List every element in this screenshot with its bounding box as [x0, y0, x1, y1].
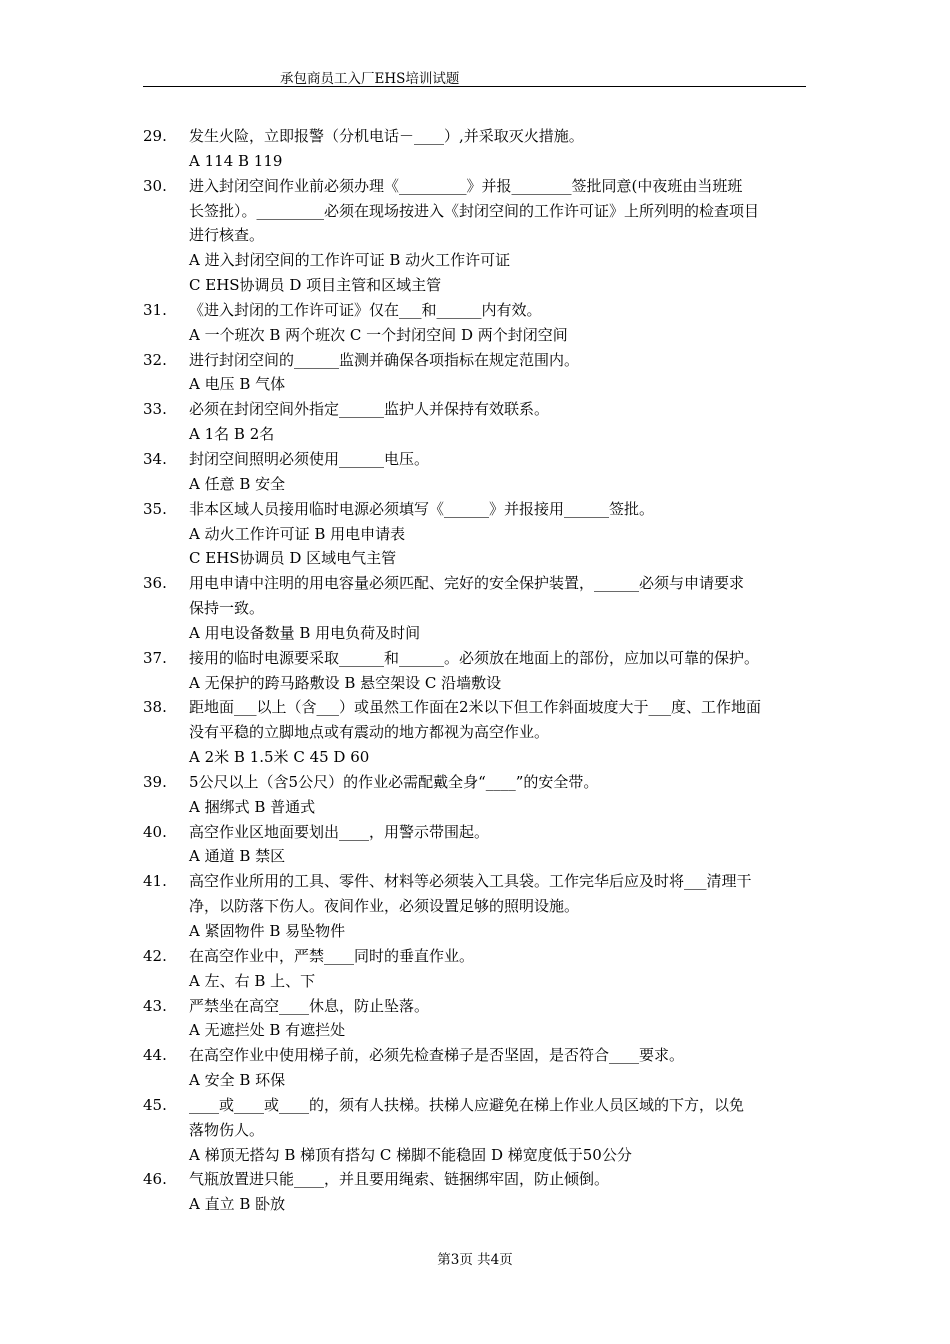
- question-continuation-line: [0, 720, 950, 745]
- question-line: [0, 348, 950, 373]
- question-text: 5公尺以上（含5公尺）的作业必需配戴全身“____”的安全带。: [189, 772, 599, 791]
- question-continuation-line: [0, 422, 950, 447]
- question-text: A 直立 B 卧放: [189, 1195, 286, 1214]
- question-number: 46.: [143, 1170, 167, 1189]
- question-text: 严禁坐在高空____休息，防止坠落。: [189, 996, 430, 1015]
- question-continuation-line: [0, 969, 950, 994]
- question-number: 32.: [143, 350, 167, 369]
- question-text: 距地面___以上（含___）或虽然工作面在2米以下但工作斜面坡度大于___度、工作地面: [189, 698, 762, 717]
- question-continuation-line: [0, 844, 950, 869]
- question-number: 41.: [143, 872, 167, 891]
- question-line: [0, 571, 950, 596]
- question-text: A 安全 B 环保: [189, 1071, 286, 1090]
- question-continuation-line: [0, 745, 950, 770]
- question-text: A 2米 B 1.5米 C 45 D 60: [189, 748, 370, 767]
- question-text: 非本区域人员接用临时电源必须填写《______》并报接用______签批。: [189, 499, 655, 518]
- question-line: [0, 869, 950, 894]
- question-text: A 无遮拦处 B 有遮拦处: [189, 1021, 346, 1040]
- question-continuation-line: [0, 199, 950, 224]
- question-list: [0, 124, 950, 1217]
- question-number: 37.: [143, 648, 167, 667]
- question-line: [0, 944, 950, 969]
- question-text: A 动火工作许可证 B 用电申请表: [189, 524, 406, 543]
- question-number: 29.: [143, 127, 167, 145]
- question-number: 45.: [143, 1095, 167, 1114]
- question-text: A 一个班次 B 两个班次 C 一个封闭空间 D 两个封闭空间: [189, 325, 568, 344]
- question-text: 落物伤人。: [189, 1120, 265, 1139]
- question-continuation-line: [0, 919, 950, 944]
- question-text: 高空作业区地面要划出____，用警示带围起。: [189, 822, 490, 841]
- question-continuation-line: [0, 323, 950, 348]
- question-text: A 紧固物件 B 易坠物件: [189, 922, 346, 940]
- question-continuation-line: [0, 472, 950, 497]
- question-continuation-line: [0, 522, 950, 547]
- question-continuation-line: [0, 1143, 950, 1168]
- question-text: 发生火险，立即报警（分机电话－____）,并采取灭火措施。: [189, 127, 584, 145]
- question-text: A 无保护的跨马路敷设 B 悬空架设 C 沿墙敷设: [189, 673, 502, 692]
- question-line: [0, 397, 950, 422]
- question-continuation-line: [0, 372, 950, 397]
- question-text: 没有平稳的立脚地点或有震动的地方都视为高空作业。: [189, 723, 550, 742]
- question-text: A 左、右 B 上、下: [189, 971, 316, 990]
- question-continuation-line: [0, 894, 950, 919]
- question-number: 43.: [143, 996, 167, 1015]
- question-continuation-line: [0, 671, 950, 696]
- question-text: 气瓶放置进只能____，并且要用绳索、链捆绑牢固，防止倾倒。: [189, 1170, 610, 1189]
- question-number: 36.: [143, 574, 167, 593]
- question-text: 长签批）。_________必须在现场按进入《封闭空间的工作许可证》上所列明的检查项目: [189, 201, 760, 220]
- question-number: 30.: [143, 176, 167, 195]
- question-line: [0, 1043, 950, 1068]
- question-continuation-line: [0, 1018, 950, 1043]
- question-continuation-line: [0, 621, 950, 646]
- question-continuation-line: [0, 546, 950, 571]
- question-number: 35.: [143, 499, 167, 518]
- question-text: 必须在封闭空间外指定______监护人并保持有效联系。: [189, 400, 550, 419]
- question-text: ____或____或____的，须有人扶梯。扶梯人应避免在梯上作业人员区域的下方，以免: [189, 1095, 745, 1114]
- question-number: 33.: [143, 400, 167, 419]
- question-line: [0, 447, 950, 472]
- question-line: [0, 174, 950, 199]
- question-text: A 用电设备数量 B 用电负荷及时间: [189, 623, 421, 642]
- question-text: 保持一致。: [189, 599, 265, 618]
- question-line: [0, 124, 950, 149]
- question-continuation-line: [0, 596, 950, 621]
- question-continuation-line: [0, 1192, 950, 1217]
- question-continuation-line: [0, 149, 950, 174]
- page-header-title: 承包商员工入厂EHS培训试题: [280, 71, 460, 87]
- question-line: [0, 1093, 950, 1118]
- question-text: C EHS协调员 D 区域电气主管: [189, 549, 397, 568]
- question-line: [0, 646, 950, 671]
- question-text: 用电申请中注明的用电容量必须匹配、完好的安全保护装置，______必须与申请要求: [189, 574, 745, 593]
- question-text: A 任意 B 安全: [189, 474, 286, 493]
- question-number: 39.: [143, 772, 167, 791]
- question-text: 进入封闭空间作业前必须办理《_________》并报________签批同意(中夜班由当班班: [189, 176, 743, 195]
- question-text: 进行核查。: [189, 226, 265, 245]
- question-number: 38.: [143, 698, 167, 717]
- question-text: A 1名 B 2名: [189, 425, 275, 444]
- question-line: [0, 994, 950, 1019]
- question-text: 封闭空间照明必须使用______电压。: [189, 449, 430, 468]
- question-number: 42.: [143, 946, 167, 965]
- question-text: 在高空作业中，严禁____同时的垂直作业。: [189, 946, 475, 965]
- question-text: 高空作业所用的工具、零件、材料等必须装入工具袋。工作完华后应及时将___清理干: [189, 872, 752, 891]
- question-text: A 通道 B 禁区: [189, 847, 286, 866]
- question-number: 44.: [143, 1046, 167, 1065]
- question-continuation-line: [0, 1118, 950, 1143]
- question-line: [0, 1167, 950, 1192]
- question-text: 《进入封闭的工作许可证》仅在___和______内有效。: [189, 300, 542, 319]
- page-footer: 第3页 共4页: [437, 1252, 513, 1268]
- question-number: 31.: [143, 300, 167, 319]
- question-number: 40.: [143, 822, 167, 841]
- question-text: 接用的临时电源要采取______和______。必须放在地面上的部份，应加以可靠的保护。: [189, 648, 760, 667]
- question-text: A 梯顶无搭勾 B 梯顶有搭勾 C 梯脚不能稳固 D 梯宽度低于50公分: [189, 1145, 632, 1164]
- question-text: 在高空作业中使用梯子前，必须先检查梯子是否坚固，是否符合____要求。: [189, 1046, 685, 1065]
- question-continuation-line: [0, 223, 950, 248]
- question-text: A 捆绑式 B 普通式: [189, 797, 316, 816]
- question-text: A 进入封闭空间的工作许可证 B 动火工作许可证: [189, 251, 511, 270]
- question-line: [0, 820, 950, 845]
- question-text: C EHS协调员 D 项目主管和区域主管: [189, 276, 442, 295]
- question-continuation-line: [0, 248, 950, 273]
- question-continuation-line: [0, 1068, 950, 1093]
- question-text: 净，以防落下伤人。夜间作业，必须设置足够的照明设施。: [189, 897, 580, 916]
- question-number: 34.: [143, 449, 167, 468]
- question-text: A 电压 B 气体: [189, 375, 286, 394]
- question-text: 进行封闭空间的______监测并确保各项指标在规定范围内。: [189, 350, 580, 369]
- question-line: [0, 770, 950, 795]
- question-line: [0, 497, 950, 522]
- question-line: [0, 695, 950, 720]
- header-divider: [143, 86, 806, 87]
- question-line: [0, 298, 950, 323]
- question-continuation-line: [0, 795, 950, 820]
- question-continuation-line: [0, 273, 950, 298]
- question-text: A 114 B 119: [189, 151, 283, 170]
